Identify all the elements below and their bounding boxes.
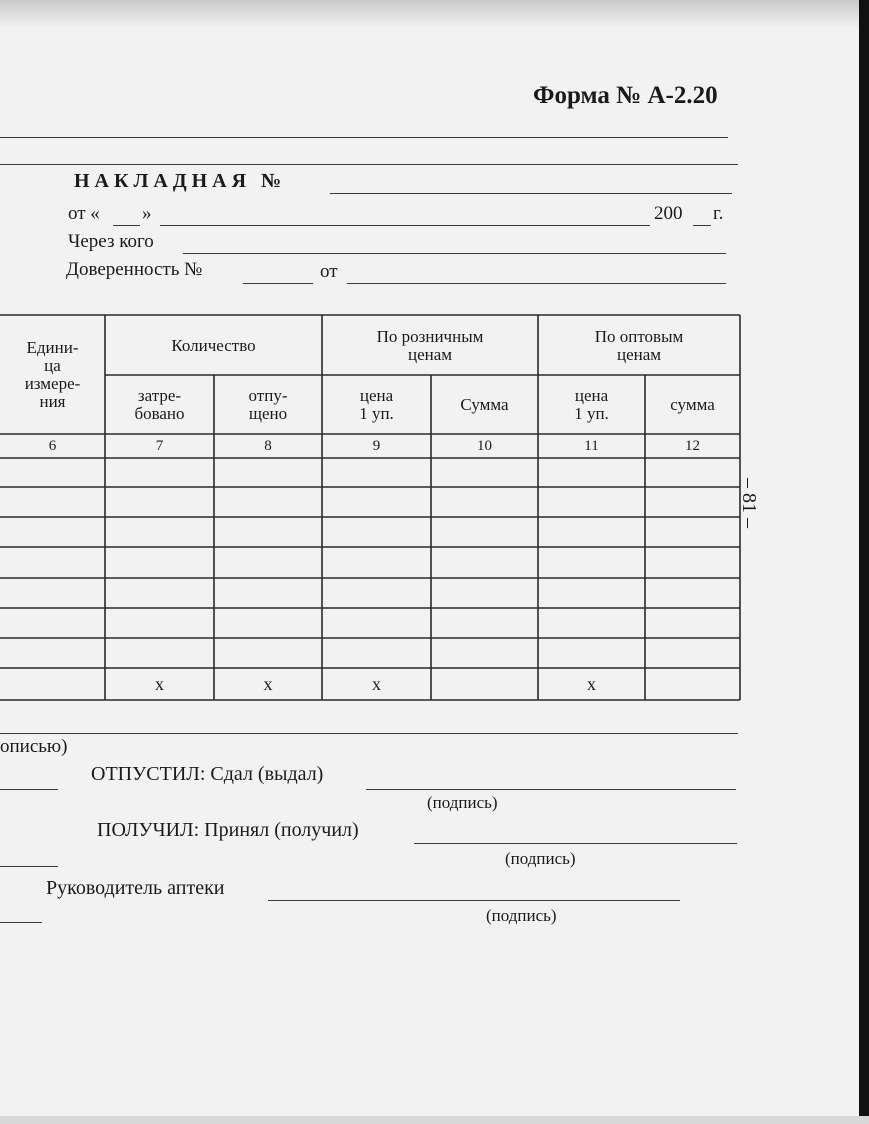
power-of-attorney-date-line bbox=[347, 283, 726, 284]
page-edge-bottom bbox=[0, 1116, 869, 1124]
released-label: ОТПУСТИЛ: Сдал (выдал) bbox=[91, 763, 324, 785]
invoice-number-line bbox=[330, 193, 732, 194]
goods-table bbox=[0, 314, 741, 701]
page-edge-right bbox=[859, 0, 869, 1124]
via-line bbox=[183, 253, 726, 254]
year-label: 200 bbox=[654, 203, 683, 224]
total-row-mark: х bbox=[587, 674, 596, 695]
date-prefix: от « bbox=[68, 203, 100, 224]
column-number: 12 bbox=[685, 437, 700, 454]
power-of-attorney-label: Доверенность № bbox=[66, 259, 203, 280]
divider-line bbox=[0, 789, 58, 790]
total-row-mark: х bbox=[372, 674, 381, 695]
wholesale-prices-header: По оптовым ценам bbox=[594, 327, 684, 364]
power-of-attorney-number-line bbox=[243, 283, 313, 284]
date-mid: » bbox=[142, 203, 152, 224]
via-label: Через кого bbox=[68, 231, 154, 252]
retail-sum-header: Сумма bbox=[460, 395, 509, 415]
year-line bbox=[693, 225, 711, 226]
year-suffix: г. bbox=[713, 203, 724, 224]
signature-caption: (подпись) bbox=[427, 793, 498, 812]
pharmacy-head-signature-line bbox=[268, 900, 680, 901]
divider-line bbox=[0, 137, 728, 138]
received-label: ПОЛУЧИЛ: Принял (получил) bbox=[97, 819, 359, 841]
signature-caption: (подпись) bbox=[486, 906, 557, 925]
column-number: 6 bbox=[48, 437, 57, 454]
signature-caption: (подпись) bbox=[505, 849, 576, 868]
divider-line bbox=[0, 922, 42, 923]
divider-line bbox=[0, 733, 738, 734]
page-number: – 81 – bbox=[738, 478, 760, 528]
power-of-attorney-from: от bbox=[320, 261, 338, 282]
total-row-mark: х bbox=[155, 674, 164, 695]
retail-prices-header: По розничным ценам bbox=[376, 327, 484, 364]
divider-line bbox=[0, 866, 58, 867]
signature-fragment: описью) bbox=[0, 736, 68, 757]
requested-header: затре- бовано bbox=[134, 386, 185, 423]
divider-line bbox=[0, 164, 738, 165]
column-number: 8 bbox=[264, 437, 272, 454]
date-day-line bbox=[113, 225, 140, 226]
unit-of-measure-header: Едини- ца измере- ния bbox=[24, 338, 81, 411]
released-header: отпу- щено bbox=[248, 386, 288, 423]
column-number: 7 bbox=[155, 437, 164, 454]
released-signature-line bbox=[366, 789, 736, 790]
page-shadow-top bbox=[0, 0, 869, 28]
wholesale-price-header: цена 1 уп. bbox=[574, 386, 609, 423]
column-number: 9 bbox=[372, 437, 381, 454]
received-signature-line bbox=[414, 843, 737, 844]
column-number: 10 bbox=[477, 437, 492, 454]
form-number: Форма № А-2.20 bbox=[533, 82, 718, 109]
document-title: НАКЛАДНАЯ № bbox=[74, 170, 287, 192]
wholesale-sum-header: сумма bbox=[670, 395, 715, 415]
pharmacy-head-label: Руководитель аптеки bbox=[46, 877, 225, 899]
quantity-header: Количество bbox=[171, 336, 256, 356]
column-number: 11 bbox=[584, 437, 599, 454]
date-month-line bbox=[160, 225, 650, 226]
total-row-mark: х bbox=[263, 674, 273, 695]
retail-price-header: цена 1 уп. bbox=[359, 386, 394, 423]
